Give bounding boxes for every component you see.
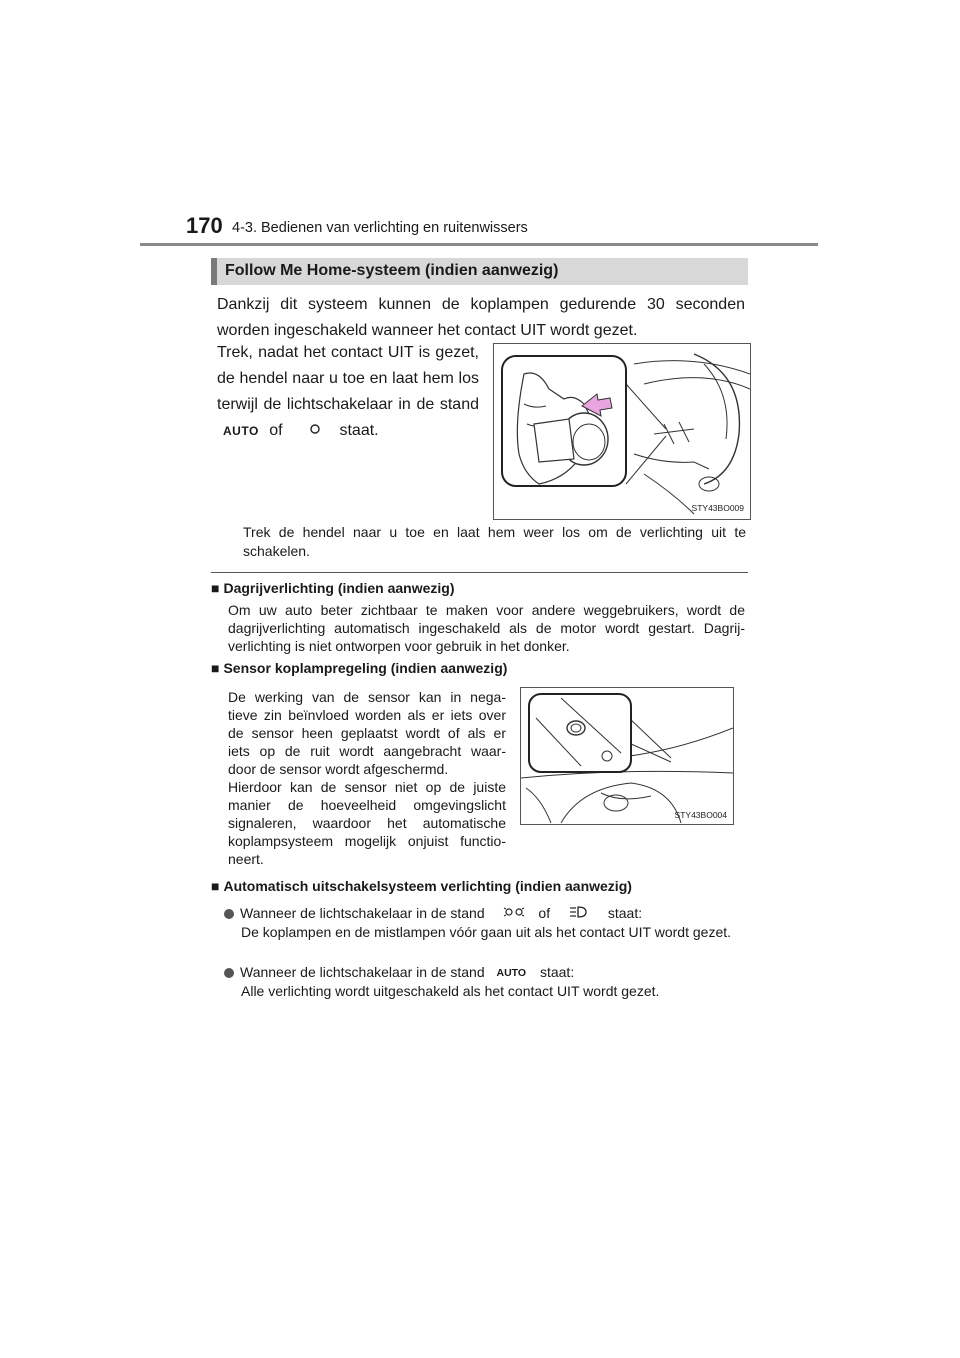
- figure-code: STY43BO009: [691, 503, 744, 513]
- tail-light-icon: [503, 905, 525, 923]
- lever-illustration: [493, 343, 751, 520]
- heading-marker: ■: [211, 580, 220, 596]
- bullet-text: staat:: [539, 964, 575, 980]
- sensor-heading: [211, 660, 507, 676]
- section-divider: [211, 572, 748, 573]
- sensor-illustration: [520, 687, 734, 825]
- auto-off-bullet-1: [224, 904, 746, 923]
- intro-paragraph: Dankzij dit systeem kunnen de koplampen gedurende 30 seconden worden ingeschakeld wanneer het contact UIT wordt gezet.: [217, 296, 745, 339]
- bullet-text: Wanneer de lichtschakelaar in de stand: [240, 964, 485, 980]
- auto-off-bullet-2-text: Alle verlichting wordt uitgeschakeld als het contact UIT wordt gezet.: [241, 983, 660, 999]
- auto-switch-icon: AUTO: [223, 424, 259, 438]
- section-accent: [211, 258, 217, 285]
- auto-off-heading: [211, 878, 632, 894]
- sensor-text: [228, 688, 506, 868]
- chapter-title: 4-3. Bedienen van verlichting en ruitenwissers: [232, 220, 528, 236]
- sensor-line: neert.: [228, 851, 264, 867]
- headlight-icon: [568, 905, 590, 923]
- bullet-text: Wanneer de lichtschakelaar in de stand: [240, 905, 485, 921]
- section-title-bar: [211, 258, 748, 285]
- lever-drawing: [494, 344, 750, 519]
- section-title: Follow Me Home-systeem (indien aanwezig): [225, 262, 559, 279]
- heading-marker: ■: [211, 878, 220, 894]
- sensor-line: Hierdoor kan de sensor niet op de juiste: [228, 779, 506, 795]
- sensor-line: iets op de ruit wordt aangebracht waar-: [228, 743, 506, 759]
- bullet-text: staat:: [607, 905, 643, 921]
- auto-off-heading-text: Automatisch uitschakelsysteem verlichting (indien aanwezig): [223, 878, 632, 894]
- sensor-line: de sensor heen geplaatst wordt of als er: [228, 725, 506, 741]
- auto-off-bullet-2: [224, 963, 746, 982]
- instruction-text: Trek, nadat het contact UIT is gezet, de hendel naar u toe en laat hem los terwijl de lichtschakelaar in de stand: [217, 344, 479, 413]
- auto-switch-icon: AUTO: [496, 967, 527, 980]
- auto-off-bullet-1-text: De koplampen en de mistlampen vóór gaan uit als het contact UIT wordt gezet.: [241, 924, 732, 940]
- sensor-drawing: [521, 688, 733, 824]
- sensor-line: De werking van de sensor kan in nega-: [228, 689, 506, 705]
- note-paragraph: Trek de hendel naar u toe en laat hem weer los om de verlichting uit te schakelen.: [243, 524, 746, 559]
- sensor-line: koplampsysteem mogelijk onjuist functio-: [228, 833, 506, 849]
- figure-code: STY43BO004: [674, 810, 727, 820]
- drl-heading: [211, 580, 455, 596]
- sensor-line: tieve zin beïnvloed worden als er iets over: [228, 707, 506, 723]
- instruction-paragraph: [217, 340, 479, 444]
- sensor-line: signaleren, waardoor het automatische: [228, 815, 506, 831]
- parking-light-icon: [309, 418, 321, 444]
- drl-heading-text: Dagrijverlichting (indien aanwezig): [223, 580, 455, 596]
- sensor-line: manier de hoeveelheid omgevingslicht: [228, 797, 506, 813]
- bullet-of: of: [538, 905, 551, 921]
- bullet-dot: [224, 968, 234, 978]
- sensor-line: door de sensor wordt afgeschermd.: [228, 761, 449, 777]
- header-rule: [140, 243, 818, 246]
- heading-marker: ■: [211, 660, 220, 676]
- bullet-dot: [224, 909, 234, 919]
- drl-text: Om uw auto beter zichtbaar te maken voor andere weggebruikers, wordt de dagrijverlichting automatisch ingeschakeld als de motor wordt gestart. Dagrij-verlichting is niet ontworpen voor gebruik in het donker.: [228, 602, 745, 654]
- instruction-of: of: [269, 422, 283, 440]
- instruction-end: staat.: [339, 422, 379, 440]
- page-number: 170: [186, 213, 223, 238]
- sensor-heading-text: Sensor koplampregeling (indien aanwezig): [223, 660, 508, 676]
